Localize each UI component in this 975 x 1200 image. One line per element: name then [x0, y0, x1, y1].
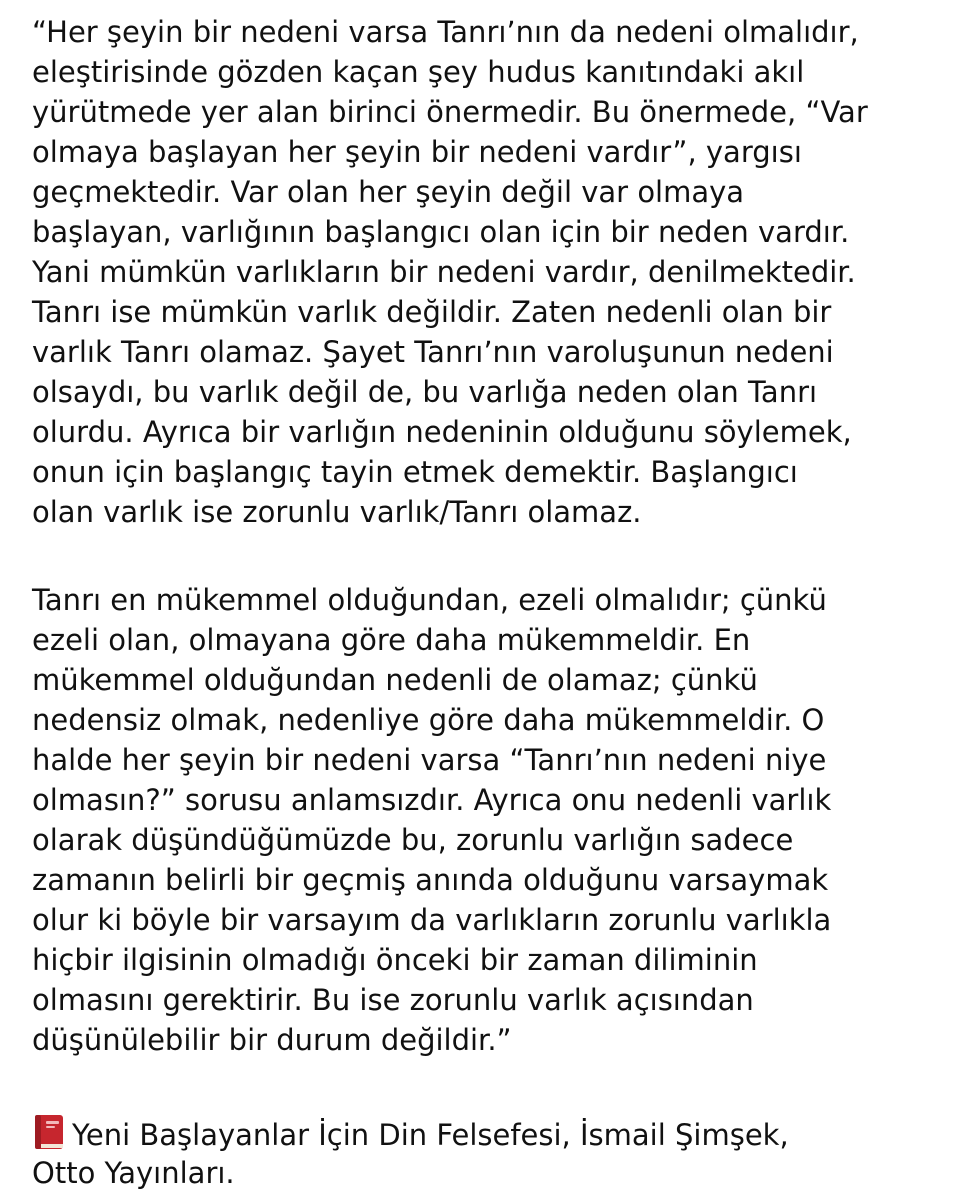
text-line: Yani mümkün varlıkların bir nedeni vardır, denilmektedir. [32, 255, 856, 289]
text-line: olmaya başlayan her şeyin bir nedeni vardır”, yargısı [32, 135, 802, 169]
text-line: halde her şeyin bir nedeni varsa “Tanrı’nın nedeni niye [32, 743, 827, 777]
text-line: hiçbir ilgisinin olmadığı önceki bir zaman diliminin [32, 943, 758, 977]
text-line: mükemmel olduğundan nedenli de olamaz; çünkü [32, 663, 758, 697]
text-line: olmasın?” sorusu anlamsızdır. Ayrıca onu nedenli varlık [32, 783, 832, 817]
text-line: düşünülebilir bir durum değildir.” [32, 1023, 512, 1057]
text-line: geçmektedir. Var olan her şeyin değil var olmaya [32, 175, 745, 209]
quote-paragraph-1 [32, 12, 868, 532]
text-line: olan varlık ise zorunlu varlık/Tanrı olamaz. [32, 495, 642, 529]
citation-line-1 [32, 1113, 789, 1153]
red-book-icon [32, 1113, 66, 1151]
source-citation [32, 1113, 789, 1193]
text-line: varlık Tanrı olamaz. Şayet Tanrı’nın varoluşunun nedeni [32, 335, 834, 369]
text-line: onun için başlangıç tayin etmek demektir. Başlangıcı [32, 455, 798, 489]
text-line: Tanrı en mükemmel olduğundan, ezeli olmalıdır; çünkü [32, 583, 827, 617]
quote-paragraph-2 [32, 580, 831, 1060]
text-line: olur ki böyle bir varsayım da varlıkların zorunlu varlıkla [32, 903, 832, 937]
text-line: “Her şeyin bir nedeni varsa Tanrı’nın da nedeni olmalıdır, [32, 15, 859, 49]
text-line: başlayan, varlığının başlangıcı olan için bir neden vardır. [32, 215, 850, 249]
text-line: Tanrı ise mümkün varlık değildir. Zaten nedenli olan bir [32, 295, 832, 329]
publisher: Otto Yayınları. [32, 1156, 235, 1190]
text-line: olarak düşündüğümüzde bu, zorunlu varlığın sadece [32, 823, 794, 857]
text-line: zamanın belirli bir geçmiş anında olduğunu varsaymak [32, 863, 829, 897]
text-line: olmasını gerektirir. Bu ise zorunlu varlık açısından [32, 983, 754, 1017]
text-line: ezeli olan, olmayana göre daha mükemmeldir. En [32, 623, 751, 657]
text-line: olurdu. Ayrıca bir varlığın nedeninin olduğunu söylemek, [32, 415, 852, 449]
text-line: nedensiz olmak, nedenliye göre daha mükemmeldir. O [32, 703, 825, 737]
text-line: eleştirisinde gözden kaçan şey hudus kanıtındaki akıl [32, 55, 805, 89]
text-line: olsaydı, bu varlık değil de, bu varlığa neden olan Tanrı [32, 375, 818, 409]
text-line: yürütmede yer alan birinci önermedir. Bu önermede, “Var [32, 95, 868, 129]
book-title-author: Yeni Başlayanlar İçin Din Felsefesi, İsmail Şimşek, [72, 1118, 789, 1152]
